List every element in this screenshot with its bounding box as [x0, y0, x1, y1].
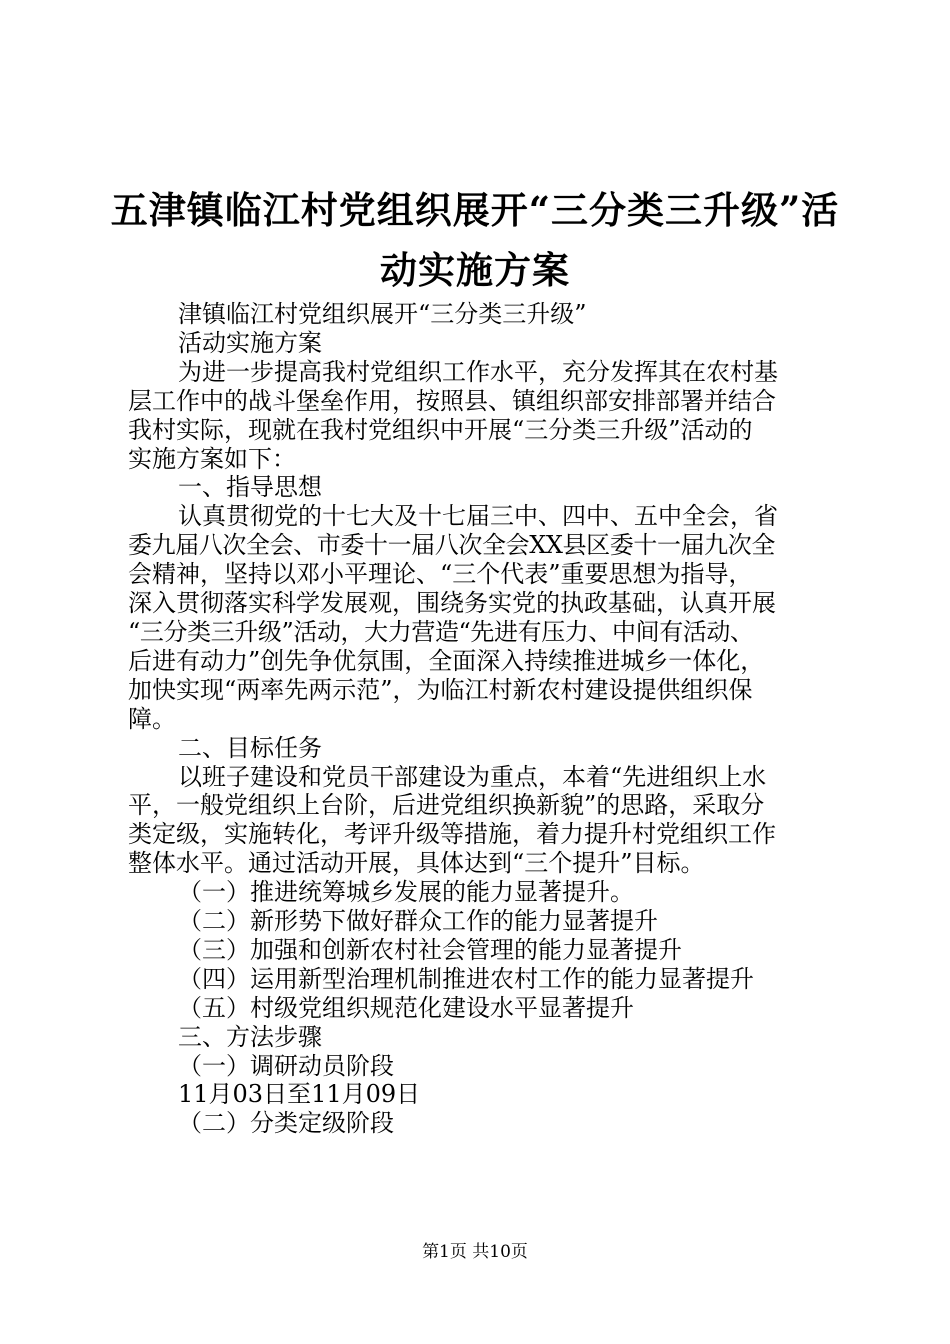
- body-line: 津镇临江村党组织展开“三分类三升级”: [178, 300, 587, 328]
- section-heading: 一、指导思想: [178, 473, 322, 502]
- body-line: 为进一步提高我村党组织工作水平，充分发挥其在农村基: [178, 357, 778, 386]
- body-line: 实施方案如下：: [128, 444, 296, 473]
- list-item: （四）运用新型治理机制推进农村工作的能力显著提升: [178, 964, 754, 993]
- body-line: 以班子建设和党员干部建设为重点，本着“先进组织上水: [178, 762, 767, 791]
- body-line: 层工作中的战斗堡垒作用，按照县、镇组织部安排部署并结合: [128, 386, 776, 415]
- document-title-line-1: 五津镇临江村党组织展开“三分类三升级”活: [110, 188, 840, 232]
- body-line: 整体水平。通过活动开展，具体达到“三个提升”目标。: [128, 849, 705, 878]
- body-line: 我村实际，现就在我村党组织中开展“三分类三升级”活动的: [128, 415, 753, 444]
- list-item: （三）加强和创新农村社会管理的能力显著提升: [178, 935, 682, 964]
- body-line: “三分类三升级”活动，大力营造“先进有压力、中间有活动、: [128, 617, 754, 646]
- body-line: 障。: [128, 704, 176, 733]
- date-range: 11月03日至11月09日: [178, 1080, 421, 1109]
- body-line: 认真贯彻党的十七大及十七届三中、四中、五中全会，省: [178, 502, 778, 531]
- body-line: 加快实现“两率先两示范”，为临江村新农村建设提供组织保: [128, 675, 753, 704]
- body-line: 会精神，坚持以邓小平理论、“三个代表”重要思想为指导，: [128, 560, 753, 589]
- list-item: （五）村级党组织规范化建设水平显著提升: [178, 993, 634, 1022]
- body-line: 委九届八次全会、市委十一届八次全会XX县区委十一届九次全: [128, 531, 775, 560]
- body-line: 后进有动力”创先争优氛围，全面深入持续推进城乡一体化，: [128, 646, 765, 675]
- document-title-line-2: 动实施方案: [380, 248, 570, 292]
- section-heading: 二、目标任务: [178, 733, 322, 762]
- body-line: 平，一般党组织上台阶，后进党组织换新貌”的思路，采取分: [128, 791, 765, 820]
- section-heading: 三、方法步骤: [178, 1022, 322, 1051]
- document-body: [128, 300, 848, 1138]
- body-line: 深入贯彻落实科学发展观，围绕务实党的执政基础，认真开展: [128, 589, 776, 618]
- list-item: （二）新形势下做好群众工作的能力显著提升: [178, 907, 658, 936]
- page-footer: 第1页 共10页: [422, 1242, 528, 1262]
- body-line: 类定级，实施转化，考评升级等措施，着力提升村党组织工作: [128, 820, 776, 849]
- list-item: （二）分类定级阶段: [178, 1109, 394, 1138]
- list-item: （一）调研动员阶段: [178, 1051, 394, 1080]
- body-line: 活动实施方案: [178, 328, 322, 357]
- list-item: （一）推进统筹城乡发展的能力显著提升。: [178, 878, 634, 907]
